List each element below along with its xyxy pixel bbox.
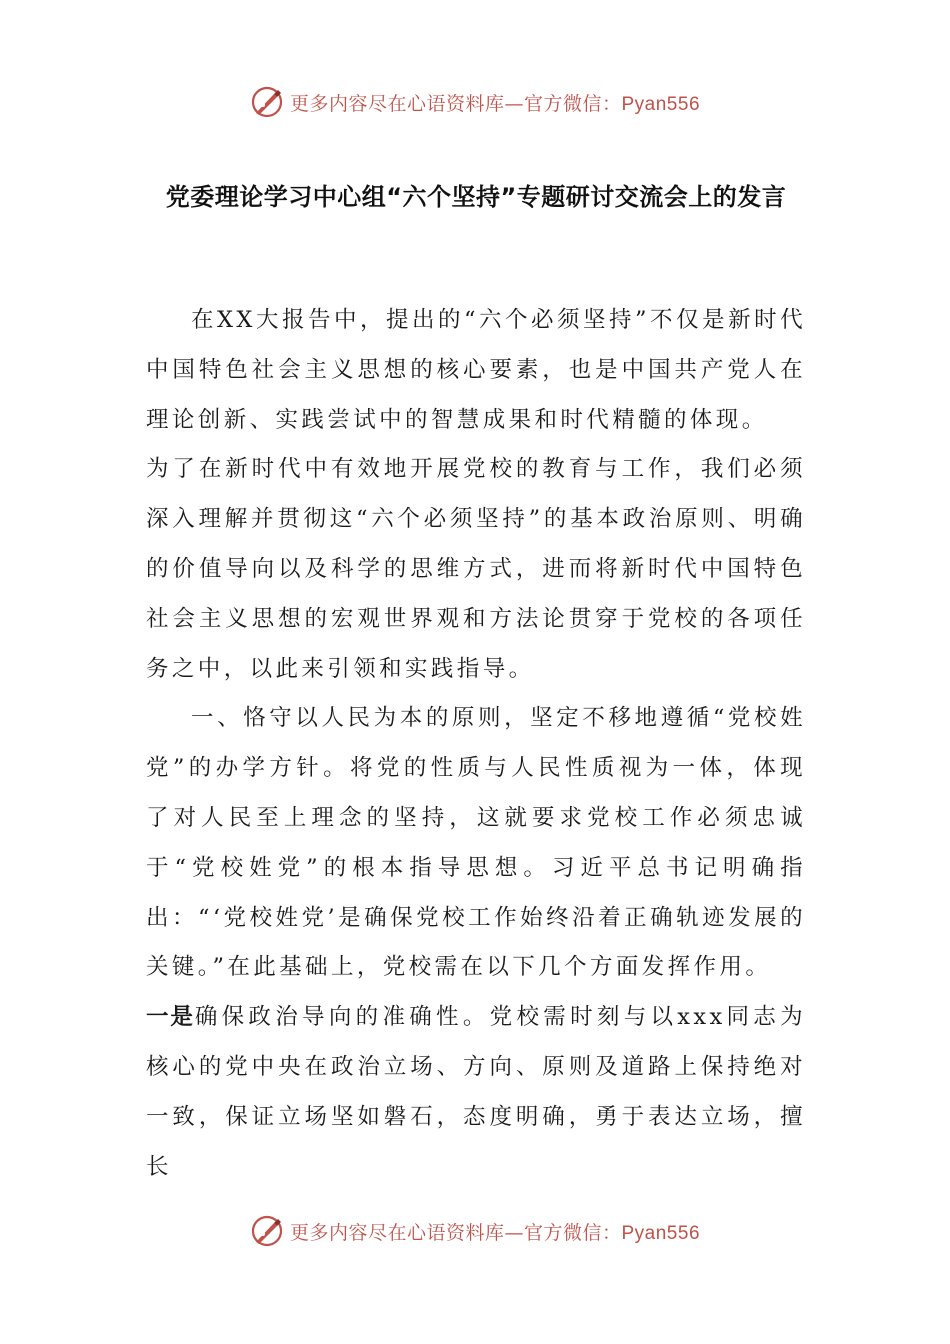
watermark-account: Pyan556 <box>621 93 701 115</box>
document-body <box>146 296 806 1192</box>
pen-circle-logo-icon <box>250 1214 284 1248</box>
watermark-account: Pyan556 <box>621 1222 701 1244</box>
watermark-header <box>0 82 950 122</box>
watermark-footer <box>0 1211 950 1251</box>
document-title: 党委理论学习中心组“六个坚持”专题研讨交流会上的发言 <box>165 183 787 211</box>
pen-circle-logo-icon <box>250 85 284 119</box>
paragraph-lead: 一是 <box>146 1004 195 1031</box>
paragraph: 为了在新时代中有效地开展党校的教育与工作，我们必须深入理解并贯彻这“六个必须坚持”的基本政治原则、明确的价值导向以及科学的思维方式，进而将新时代中国特色社会主义思想的宏观世界观和方法论贯穿于党校的各项任务之中，以此来引领和实践指导。 <box>146 456 806 682</box>
watermark-text: 更多内容尽在心语资料库—官方微信：Pyan556 <box>289 92 701 115</box>
paragraph: 一是确保政治导向的准确性。党校需时刻与以xxx同志为核心的党中央在政治立场、方向、原则及道路上保持绝对一致，保证立场坚如磐石，态度明确，勇于表达立场，擅长 <box>146 1004 806 1180</box>
paragraph: 在XX大报告中，提出的“六个必须坚持”不仅是新时代中国特色社会主义思想的核心要素，也是中国共产党人在理论创新、实践尝试中的智慧成果和时代精髓的体现。 <box>146 307 806 433</box>
watermark-text: 更多内容尽在心语资料库—官方微信：Pyan556 <box>289 1221 701 1244</box>
paragraph: 一、恪守以人民为本的原则，坚定不移地遵循“党校姓党”的办学方针。将党的性质与人民性质视为一体，体现了对人民至上理念的坚持，这就要求党校工作必须忠诚于“党校姓党”的根本指导思想。习近平总书记明确指出：“‘党校姓党’是确保党校工作始终沿着正确轨迹发展的关键。”在此基础上，党校需在以下几个方面发挥作用。 <box>146 705 806 981</box>
